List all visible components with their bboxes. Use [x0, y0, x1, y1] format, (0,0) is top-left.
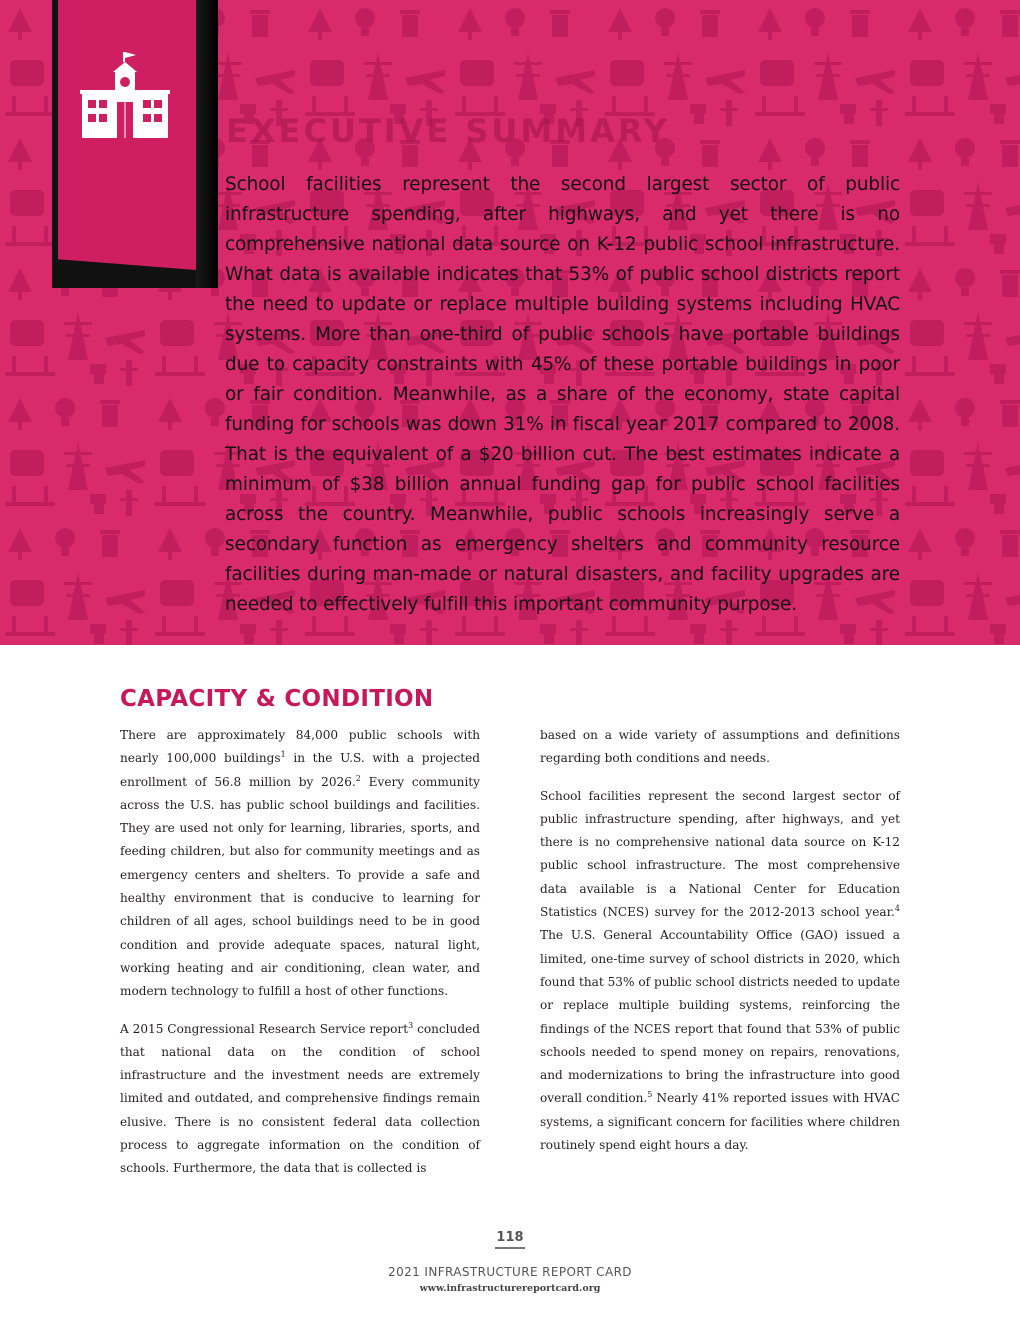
banner-fold [196, 0, 218, 288]
footnote-ref: 5 [647, 1090, 653, 1100]
executive-summary-heading: EXECUTIVE SUMMARY [226, 112, 670, 150]
text-run: concluded that national data on the condition of school infrastructure and the investment needs are extremely limited and outdated, and comprehensive findings remain elusive. There is no consistent federal data collection process to aggregate information on the condition of schools. Furthermore, the data that is collected is [120, 1021, 480, 1176]
text-run: A 2015 Congressional Research Service report [120, 1021, 409, 1036]
footnote-ref: 1 [280, 750, 286, 760]
text-run: School facilities represent the second largest sector of public infrastructure spending, after highways, and yet there is no comprehensive national data source on K-12 public school infrastructure. The most comprehensive data available is a National Center for Education Statistics (NCES) survey for the 2012-2013 school year. [540, 788, 900, 920]
left-column [120, 724, 480, 1195]
right-paragraph-2 [540, 785, 900, 1158]
section-title: CAPACITY & CONDITION [120, 686, 434, 712]
page-number-value: 118 [495, 1230, 524, 1249]
right-paragraph-1: based on a wide variety of assumptions and definitions regarding both conditions and needs. [540, 728, 900, 766]
left-paragraph-1 [120, 724, 480, 1004]
left-paragraph-2 [120, 1018, 480, 1181]
text-run: Every community across the U.S. has public school buildings and facilities. They are used not only for learning, libraries, sports, and feeding children, but also for community meetings and as emergency centers and shelters. To provide a safe and healthy environment that is conducive to learning for children of all ages, school buildings need to be in good condition and provide adequate spaces, natural light, working heating and air conditioning, clean water, and modern technology to fulfill a host of other functions. [120, 774, 480, 999]
right-column [540, 724, 900, 1171]
text-run: The U.S. General Accountability Office (GAO) issued a limited, one-time survey of school districts in 2020, which found that 53% of public school districts needed to update or replace multiple building systems, reinforcing the findings of the NCES report that found that 53% of public schools needed to spend money on repairs, renovations, and modernizations to bring the infrastructure into good overall condition. [540, 928, 900, 1106]
text-run: There are approximately 84,000 public schools with nearly 100,000 buildings [120, 728, 480, 766]
footnote-ref: 4 [894, 904, 900, 914]
school-building-icon [80, 52, 170, 140]
footer-title: 2021 INFRASTRUCTURE REPORT CARD [388, 1265, 632, 1279]
executive-summary-text: School facilities represent the second largest sector of public infrastructure spending, after highways, and yet there is no comprehensive national data source on K-12 public school infrastructure. What data is available indicates that 53% of public school districts report the need to update or replace multiple building systems including HVAC systems. More than one-third of public schools have portable buildings due to capacity constraints with 45% of these portable buildings in poor or fair condition. Meanwhile, as a share of the economy, state capital funding for schools was down 31% in fiscal year 2017 compared to 2008. That is the equivalent of a $20 billion cut. The best estimates indicate a minimum of $38 billion annual funding gap for public school facilities across the country. Meanwhile, public schools increasingly serve a secondary function as emergency shelters and community resource facilities during man-made or natural disasters, and facility upgrades are needed to effectively fulfill this important community purpose. [225, 174, 900, 615]
footnote-ref: 2 [355, 773, 361, 783]
text-run: Nearly 41% reported issues with HVAC systems, a significant concern for facilities where children routinely spend eight hours a day. [540, 1091, 901, 1153]
footer-url-link[interactable]: www.infrastructurereportcard.org [419, 1283, 601, 1294]
hero-banner-area [0, 0, 1020, 645]
footnote-ref: 3 [408, 1020, 414, 1030]
page-number [0, 1230, 1020, 1245]
text-run: in the U.S. with a projected enrollment of 56.8 million by 2026. [120, 751, 480, 789]
